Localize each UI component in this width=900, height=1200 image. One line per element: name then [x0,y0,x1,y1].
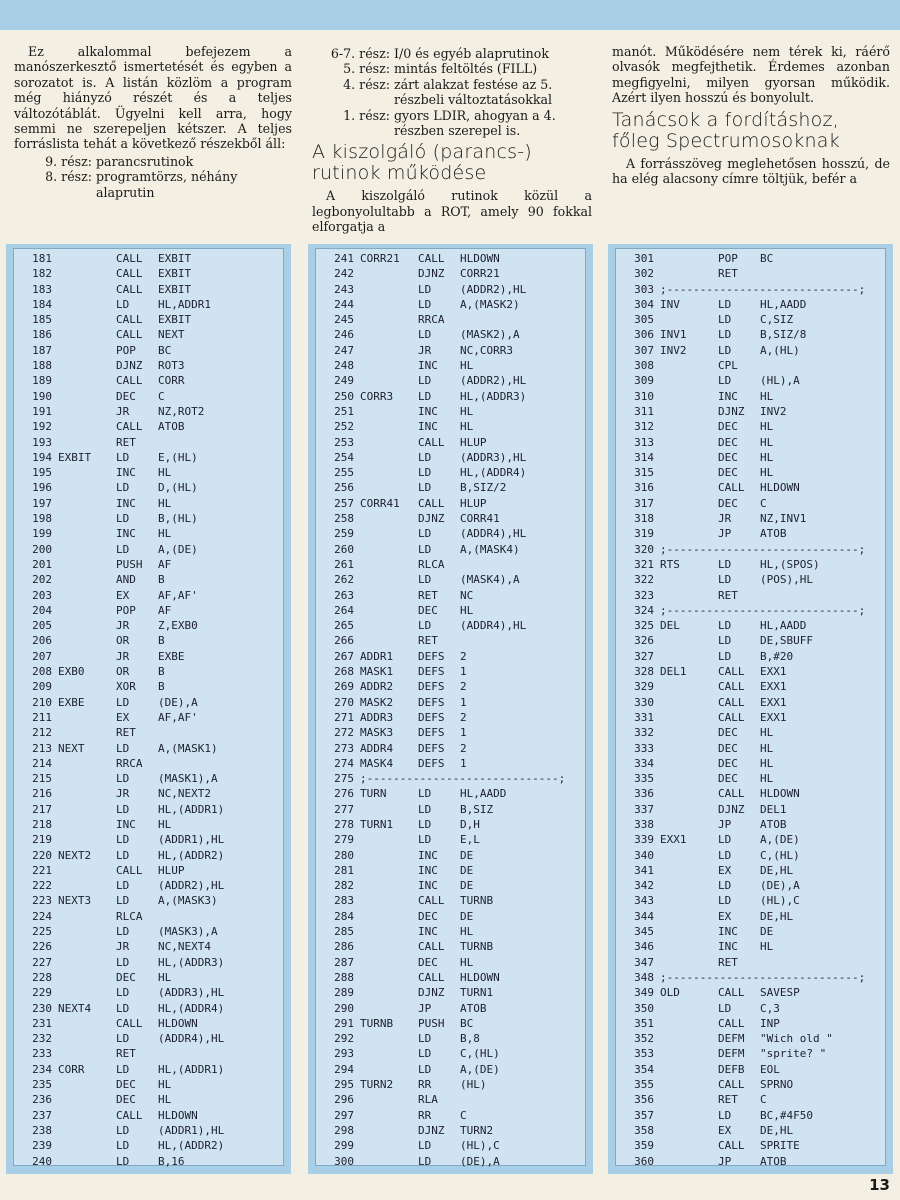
code-listing-2: 241 CORR21 CALL HLDOWN 242 DJNZ CORR21 243 LD (ADDR2),HL 244 LD A,(MASK2) 245 RRCA 246 LD (MASK2),A 247 JR NC,CORR3 248 INC HL 249 LD (ADDR2),HL 250 CORR3 LD HL,(ADDR3) 251 INC HL 252 INC HL 253 CALL HLUP 254 LD (ADDR3),HL 255 LD HL,(ADDR4) 256 LD B,SIZ/2 257 CORR41 CALL HLUP 258 DJNZ CORR41 259 LD (ADDR4),HL 260 LD A,(MASK4) 261 RLCA 262 LD (MASK4),A 263 RET NC 264 DEC HL 265 LD (ADDR4),HL 266 RET 267 ADDR1 DEFS 2 268 MASK1 DEFS 1 269 ADDR2 DEFS 2 270 MASK2 DEFS 1 271 ADDR3 DEFS 2 272 MASK3 DEFS 1 273 ADDR4 DEFS 2 274 MASK4 DEFS 1 275 ;-----------------------------; 276 TURN LD HL,AADD 277 LD B,SIZ 278 TURN1 LD D,H 279 LD E,L 280 INC DE 281 INC DE 282 INC DE 283 CALL TURNB 284 DEC DE 285 INC HL 286 CALL TURNB 287 DEC HL 288 CALL HLDOWN 289 DJNZ TURN1 290 JP ATOB 291 TURNB PUSH BC 292 LD B,8 293 LD C,(HL) 294 LD A,(DE) 295 TURN2 RR (HL) 296 RLA 297 RR C 298 DJNZ TURN2 299 LD (HL),C 300 LD (DE),A [308,244,593,1174]
paragraph: manót. Működésére nem térek ki, ráérő olvasók megfejthetik. Érdemes azonban megfigyelni, milyen gyorsan működik. Azért ilyen hosszú és bonyolult. [612,44,890,106]
code-listing-3: 301 POP BC 302 RET 303 ;-----------------------------; 304 INV LD HL,AADD 305 LD C,SIZ 306 INV1 LD B,SIZ/8 307 INV2 LD A,(HL) 308 CPL 309 LD (HL),A 310 INC HL 311 DJNZ INV2 312 DEC HL 313 DEC HL 314 DEC HL 315 DEC HL 316 CALL HLDOWN 317 DEC C 318 JR NZ,INV1 319 JP ATOB 320 ;-----------------------------; 321 RTS LD HL,(SPOS) 322 LD (POS),HL 323 RET 324 ;-----------------------------; 325 DEL LD HL,AADD 326 LD DE,SBUFF 327 LD B,#20 328 DEL1 CALL EXX1 329 CALL EXX1 330 CALL EXX1 331 CALL EXX1 332 DEC HL 333 DEC HL 334 DEC HL 335 DEC HL 336 CALL HLDOWN 337 DJNZ DEL1 338 JP ATOB 339 EXX1 LD A,(DE) 340 LD C,(HL) 341 EX DE,HL 342 LD (DE),A 343 LD (HL),C 344 EX DE,HL 345 INC DE 346 INC HL 347 RET 348 ;-----------------------------; 349 OLD CALL SAVESP 350 LD C,3 351 CALL INP 352 DEFM "Wich old " 353 DEFM "sprite? " 354 DEFB EOL 355 CALL SPRNO 356 RET C 357 LD BC,#4F50 358 EX DE,HL 359 CALL SPRITE 360 JP ATOB [608,244,893,1174]
top-color-band [0,0,900,30]
page-number: 13 [869,1176,890,1194]
list-item: 6-7. rész: I/0 és egyéb alaprutinok [330,46,549,61]
list-item: 8. rész: programtörzs, néhány alaprutin [45,169,238,200]
paragraph: A kiszolgáló rutinok közül a legbonyolultabb a ROT, amely 90 fokkal elforgatja a [312,188,592,235]
text-column-3 [612,44,890,186]
section-heading-1: A kiszolgáló (parancs-) rutinok működése [312,141,532,185]
code-listing-1: 181 CALL EXBIT 182 CALL EXBIT 183 CALL EXBIT 184 LD HL,ADDR1 185 CALL EXBIT 186 CALL NEXT 187 POP BC 188 DJNZ ROT3 189 CALL CORR 190 DEC C 191 JR NZ,ROT2 192 CALL ATOB 193 RET 194 EXBIT LD E,(HL) 195 INC HL 196 LD D,(HL) 197 INC HL 198 LD B,(HL) 199 INC HL 200 LD A,(DE) 201 PUSH AF 202 AND B 203 EX AF,AF' 204 POP AF 205 JR Z,EXB0 206 OR B 207 JR EXBE 208 EXB0 OR B 209 XOR B 210 EXBE LD (DE),A 211 EX AF,AF' 212 RET 213 NEXT LD A,(MASK1) 214 RRCA 215 LD (MASK1),A 216 JR NC,NEXT2 217 LD HL,(ADDR1) 218 INC HL 219 LD (ADDR1),HL 220 NEXT2 LD HL,(ADDR2) 221 CALL HLUP 222 LD (ADDR2),HL 223 NEXT3 LD A,(MASK3) 224 RLCA 225 LD (MASK3),A 226 JR NC,NEXT4 227 LD HL,(ADDR3) 228 DEC HL 229 LD (ADDR3),HL 230 NEXT4 LD HL,(ADDR4) 231 CALL HLDOWN 232 LD (ADDR4),HL 233 RET 234 CORR LD HL,(ADDR1) 235 DEC HL 236 DEC HL 237 CALL HLDOWN 238 LD (ADDR1),HL 239 LD HL,(ADDR2) 240 LD B,16 [6,244,291,1174]
list-item: 5. rész: mintás feltöltés (FILL) [343,61,538,77]
intro-paragraph: Ez alkalommal befejezem a manószerkesztő ismertetését és egyben a sorozatot is. A listán közlöm a program még hiányzó részét és a teljes változótáblát. Ügyelni kell arra, hogy semmi ne szerepeljen kétszer. A teljes forráslista tehát a következő részekből áll: [14,44,292,152]
list-item: 9. rész: parancsrutinok [45,153,194,169]
parts-list [14,154,292,200]
list-item: 1. rész: gyors LDIR, ahogyan a 4. részben szerepel is. [343,107,556,139]
text-column-1 [14,44,292,200]
parts-list-cont [312,46,592,138]
list-item: 4. rész: zárt alakzat festése az 5. részbeli változtatásokkal [343,76,553,108]
paragraph: A forrásszöveg meglehetősen hosszú, de ha elég alacsony címre töltjük, befér a [612,155,890,187]
text-column-2 [312,44,592,235]
section-heading-2: Tanácsok a fordításhoz, főleg Spectrumosoknak [612,108,840,152]
